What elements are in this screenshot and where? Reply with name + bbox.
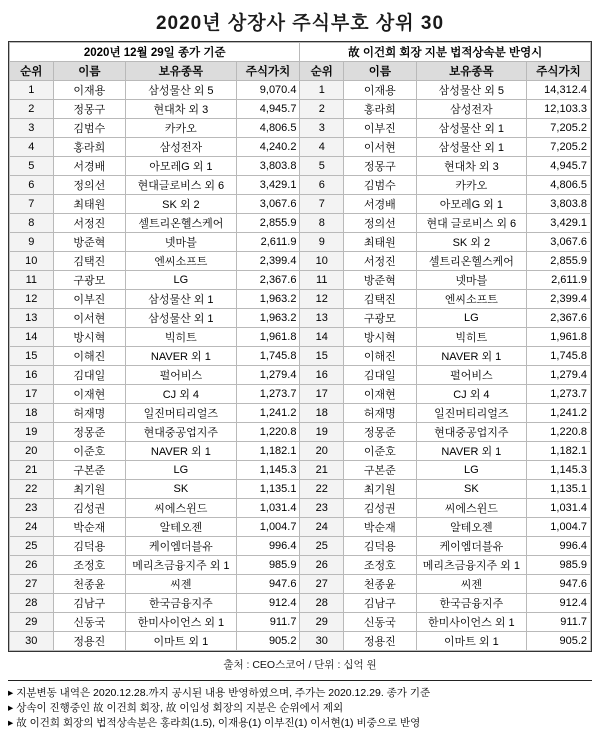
right-person-name-cell: 이서현 xyxy=(344,138,417,157)
right-stock-value-cell: 905.2 xyxy=(527,632,591,651)
left-person-name-cell: 김범수 xyxy=(53,119,126,138)
table-row xyxy=(10,480,591,499)
right-holdings-cell: 엔씨소프트 xyxy=(416,290,526,309)
table-row xyxy=(10,537,591,556)
left-person-name-cell: 김대일 xyxy=(53,366,126,385)
left-holdings-cell: LG xyxy=(126,461,236,480)
col-header-rank-right: 순위 xyxy=(300,62,344,81)
left-person-name-cell: 최기원 xyxy=(53,480,126,499)
left-stock-value-cell: 4,806.5 xyxy=(236,119,300,138)
left-person-name-cell: 방시혁 xyxy=(53,328,126,347)
col-header-stock-right: 보유종목 xyxy=(416,62,526,81)
left-holdings-cell: 삼성물산 외 1 xyxy=(126,290,236,309)
left-person-name-cell: 방준혁 xyxy=(53,233,126,252)
right-rank-cell: 8 xyxy=(300,214,344,233)
right-rank-cell: 23 xyxy=(300,499,344,518)
left-person-name-cell: 김성권 xyxy=(53,499,126,518)
right-person-name-cell: 김덕용 xyxy=(344,537,417,556)
right-person-name-cell: 방시혁 xyxy=(344,328,417,347)
right-stock-value-cell: 12,103.3 xyxy=(527,100,591,119)
table-row xyxy=(10,385,591,404)
table-row xyxy=(10,423,591,442)
right-rank-cell: 22 xyxy=(300,480,344,499)
right-stock-value-cell: 14,312.4 xyxy=(527,81,591,100)
right-holdings-cell: 씨젠 xyxy=(416,575,526,594)
right-holdings-cell: 한미사이언스 외 1 xyxy=(416,613,526,632)
left-holdings-cell: 삼성물산 외 1 xyxy=(126,309,236,328)
right-rank-cell: 7 xyxy=(300,195,344,214)
left-person-name-cell: 김덕용 xyxy=(53,537,126,556)
right-person-name-cell: 이재현 xyxy=(344,385,417,404)
left-stock-value-cell: 1,004.7 xyxy=(236,518,300,537)
right-stock-value-cell: 2,611.9 xyxy=(527,271,591,290)
left-person-name-cell: 정몽구 xyxy=(53,100,126,119)
right-holdings-cell: 아모레G 외 1 xyxy=(416,195,526,214)
right-person-name-cell: 허재명 xyxy=(344,404,417,423)
left-holdings-cell: 현대글로비스 외 6 xyxy=(126,176,236,195)
left-rank-cell: 17 xyxy=(10,385,54,404)
right-holdings-cell: 셀트리온헬스케어 xyxy=(416,252,526,271)
left-person-name-cell: 정용진 xyxy=(53,632,126,651)
left-holdings-cell: 메리츠금융지주 외 1 xyxy=(126,556,236,575)
left-holdings-cell: 한미사이언스 외 1 xyxy=(126,613,236,632)
right-stock-value-cell: 947.6 xyxy=(527,575,591,594)
right-person-name-cell: 김대일 xyxy=(344,366,417,385)
page-title: 2020년 상장사 주식부호 상위 30 xyxy=(155,13,445,34)
left-person-name-cell: 허재명 xyxy=(53,404,126,423)
left-rank-cell: 3 xyxy=(10,119,54,138)
table-row xyxy=(10,214,591,233)
right-person-name-cell: 홍라희 xyxy=(344,100,417,119)
left-rank-cell: 28 xyxy=(10,594,54,613)
right-person-name-cell: 신동국 xyxy=(344,613,417,632)
table-row xyxy=(10,176,591,195)
left-stock-value-cell: 2,855.9 xyxy=(236,214,300,233)
table-row xyxy=(10,252,591,271)
right-holdings-cell: LG xyxy=(416,461,526,480)
right-stock-value-cell: 1,273.7 xyxy=(527,385,591,404)
left-stock-value-cell: 1,963.2 xyxy=(236,290,300,309)
right-rank-cell: 12 xyxy=(300,290,344,309)
left-holdings-cell: NAVER 외 1 xyxy=(126,442,236,461)
left-holdings-cell: 한국금융지주 xyxy=(126,594,236,613)
right-holdings-cell: 씨에스윈드 xyxy=(416,499,526,518)
left-holdings-cell: 케이엠더블유 xyxy=(126,537,236,556)
footnote-3: ▸ 故 이건희 회장의 법적상속분은 홍라희(1.5), 이재용(1) 이부진(1) 이서현(1) 비중으로 반영 xyxy=(8,717,421,730)
table-row xyxy=(10,594,591,613)
left-holdings-cell: SK 외 2 xyxy=(126,195,236,214)
left-person-name-cell: 최태원 xyxy=(53,195,126,214)
left-rank-cell: 24 xyxy=(10,518,54,537)
right-holdings-cell: CJ 외 4 xyxy=(416,385,526,404)
left-rank-cell: 19 xyxy=(10,423,54,442)
left-rank-cell: 1 xyxy=(10,81,54,100)
left-holdings-cell: LG xyxy=(126,271,236,290)
right-stock-value-cell: 4,945.7 xyxy=(527,157,591,176)
left-stock-value-cell: 3,067.6 xyxy=(236,195,300,214)
left-stock-value-cell: 3,803.8 xyxy=(236,157,300,176)
right-holdings-cell: 삼성물산 외 1 xyxy=(416,119,526,138)
right-rank-cell: 11 xyxy=(300,271,344,290)
right-person-name-cell: 이해진 xyxy=(344,347,417,366)
right-rank-cell: 15 xyxy=(300,347,344,366)
right-holdings-cell: 현대중공업지주 xyxy=(416,423,526,442)
left-rank-cell: 11 xyxy=(10,271,54,290)
table-row xyxy=(10,556,591,575)
left-holdings-cell: 씨젠 xyxy=(126,575,236,594)
right-stock-value-cell: 1,279.4 xyxy=(527,366,591,385)
left-stock-value-cell: 1,273.7 xyxy=(236,385,300,404)
left-person-name-cell: 천종윤 xyxy=(53,575,126,594)
table-row xyxy=(10,100,591,119)
right-person-name-cell: 천종윤 xyxy=(344,575,417,594)
right-stock-value-cell: 2,855.9 xyxy=(527,252,591,271)
right-person-name-cell: 이준호 xyxy=(344,442,417,461)
left-stock-value-cell: 1,182.1 xyxy=(236,442,300,461)
left-stock-value-cell: 905.2 xyxy=(236,632,300,651)
right-stock-value-cell: 1,961.8 xyxy=(527,328,591,347)
right-stock-value-cell: 996.4 xyxy=(527,537,591,556)
left-rank-cell: 15 xyxy=(10,347,54,366)
right-stock-value-cell: 1,745.8 xyxy=(527,347,591,366)
table-row xyxy=(10,157,591,176)
left-person-name-cell: 홍라희 xyxy=(53,138,126,157)
footnote-2: ▸ 상속이 진행중인 故 이건희 회장, 故 이임성 회장의 지분은 순위에서 제외 xyxy=(8,702,344,715)
left-holdings-cell: 셀트리온헬스케어 xyxy=(126,214,236,233)
left-person-name-cell: 이해진 xyxy=(53,347,126,366)
col-header-value-right: 주식가치 xyxy=(527,62,591,81)
right-person-name-cell: 조정호 xyxy=(344,556,417,575)
right-rank-cell: 13 xyxy=(300,309,344,328)
left-stock-value-cell: 2,367.6 xyxy=(236,271,300,290)
right-holdings-cell: 일진머티리얼즈 xyxy=(416,404,526,423)
right-holdings-cell: 이마트 외 1 xyxy=(416,632,526,651)
left-holdings-cell: 현대중공업지주 xyxy=(126,423,236,442)
left-holdings-cell: 펄어비스 xyxy=(126,366,236,385)
right-rank-cell: 27 xyxy=(300,575,344,594)
table-row xyxy=(10,442,591,461)
left-person-name-cell: 김남구 xyxy=(53,594,126,613)
left-holdings-cell: 넷마블 xyxy=(126,233,236,252)
left-stock-value-cell: 1,279.4 xyxy=(236,366,300,385)
right-holdings-cell: 현대차 외 3 xyxy=(416,157,526,176)
right-stock-value-cell: 985.9 xyxy=(527,556,591,575)
right-rank-cell: 10 xyxy=(300,252,344,271)
left-holdings-cell: 아모레G 외 1 xyxy=(126,157,236,176)
left-stock-value-cell: 1,220.8 xyxy=(236,423,300,442)
right-person-name-cell: 최태원 xyxy=(344,233,417,252)
right-stock-value-cell: 3,429.1 xyxy=(527,214,591,233)
left-holdings-cell: CJ 외 4 xyxy=(126,385,236,404)
left-stock-value-cell: 2,611.9 xyxy=(236,233,300,252)
left-stock-value-cell: 4,240.2 xyxy=(236,138,300,157)
right-rank-cell: 25 xyxy=(300,537,344,556)
left-rank-cell: 30 xyxy=(10,632,54,651)
table-row xyxy=(10,366,591,385)
table-row xyxy=(10,632,591,651)
left-person-name-cell: 서정진 xyxy=(53,214,126,233)
left-rank-cell: 23 xyxy=(10,499,54,518)
left-rank-cell: 18 xyxy=(10,404,54,423)
table-row xyxy=(10,613,591,632)
left-rank-cell: 26 xyxy=(10,556,54,575)
right-person-name-cell: 최기원 xyxy=(344,480,417,499)
left-rank-cell: 9 xyxy=(10,233,54,252)
right-holdings-cell: NAVER 외 1 xyxy=(416,347,526,366)
right-stock-value-cell: 1,145.3 xyxy=(527,461,591,480)
col-header-value-left: 주식가치 xyxy=(236,62,300,81)
table-column-header-row xyxy=(10,62,591,81)
col-header-name-right: 이름 xyxy=(344,62,417,81)
right-person-name-cell: 김택진 xyxy=(344,290,417,309)
right-rank-cell: 24 xyxy=(300,518,344,537)
left-rank-cell: 20 xyxy=(10,442,54,461)
table-row xyxy=(10,404,591,423)
left-person-name-cell: 이부진 xyxy=(53,290,126,309)
right-holdings-cell: 알테오젠 xyxy=(416,518,526,537)
right-person-name-cell: 서경배 xyxy=(344,195,417,214)
right-period-label: 故 이건희 회장 지분 법적상속분 반영시 xyxy=(300,43,591,62)
table-row xyxy=(10,195,591,214)
table-row xyxy=(10,81,591,100)
right-person-name-cell: 이재용 xyxy=(344,81,417,100)
right-stock-value-cell: 3,067.6 xyxy=(527,233,591,252)
right-stock-value-cell: 1,182.1 xyxy=(527,442,591,461)
right-rank-cell: 18 xyxy=(300,404,344,423)
right-holdings-cell: 한국금융지주 xyxy=(416,594,526,613)
right-person-name-cell: 정몽구 xyxy=(344,157,417,176)
left-stock-value-cell: 911.7 xyxy=(236,613,300,632)
table-row xyxy=(10,138,591,157)
right-person-name-cell: 김남구 xyxy=(344,594,417,613)
right-rank-cell: 19 xyxy=(300,423,344,442)
left-person-name-cell: 이준호 xyxy=(53,442,126,461)
left-holdings-cell: 현대차 외 3 xyxy=(126,100,236,119)
left-rank-cell: 16 xyxy=(10,366,54,385)
left-rank-cell: 13 xyxy=(10,309,54,328)
right-stock-value-cell: 1,135.1 xyxy=(527,480,591,499)
right-stock-value-cell: 1,220.8 xyxy=(527,423,591,442)
ranking-table-body xyxy=(10,81,591,651)
left-rank-cell: 6 xyxy=(10,176,54,195)
right-stock-value-cell: 1,004.7 xyxy=(527,518,591,537)
footnote-1: ▸ 지분변동 내역은 2020.12.28.까지 공시된 내용 반영하였으며, 주가는 2020.12.29. 종가 기준 xyxy=(8,687,431,699)
left-stock-value-cell: 3,429.1 xyxy=(236,176,300,195)
right-rank-cell: 17 xyxy=(300,385,344,404)
left-stock-value-cell: 1,963.2 xyxy=(236,309,300,328)
left-rank-cell: 5 xyxy=(10,157,54,176)
left-stock-value-cell: 1,745.8 xyxy=(236,347,300,366)
right-holdings-cell: NAVER 외 1 xyxy=(416,442,526,461)
right-stock-value-cell: 3,803.8 xyxy=(527,195,591,214)
right-rank-cell: 5 xyxy=(300,157,344,176)
right-holdings-cell: LG xyxy=(416,309,526,328)
left-stock-value-cell: 996.4 xyxy=(236,537,300,556)
left-person-name-cell: 구본준 xyxy=(53,461,126,480)
left-holdings-cell: 알테오젠 xyxy=(126,518,236,537)
right-person-name-cell: 구본준 xyxy=(344,461,417,480)
right-rank-cell: 2 xyxy=(300,100,344,119)
table-row xyxy=(10,518,591,537)
left-holdings-cell: 씨에스윈드 xyxy=(126,499,236,518)
right-rank-cell: 16 xyxy=(300,366,344,385)
left-rank-cell: 8 xyxy=(10,214,54,233)
left-holdings-cell: 삼성물산 외 5 xyxy=(126,81,236,100)
left-person-name-cell: 이재용 xyxy=(53,81,126,100)
left-holdings-cell: 이마트 외 1 xyxy=(126,632,236,651)
left-rank-cell: 10 xyxy=(10,252,54,271)
right-person-name-cell: 정몽준 xyxy=(344,423,417,442)
left-period-label: 2020년 12월 29일 종가 기준 xyxy=(10,43,300,62)
left-stock-value-cell: 1,241.2 xyxy=(236,404,300,423)
left-rank-cell: 7 xyxy=(10,195,54,214)
table-row xyxy=(10,233,591,252)
ranking-table-container xyxy=(8,41,592,652)
table-row xyxy=(10,347,591,366)
right-holdings-cell: 삼성물산 외 1 xyxy=(416,138,526,157)
right-stock-value-cell: 912.4 xyxy=(527,594,591,613)
right-rank-cell: 14 xyxy=(300,328,344,347)
left-stock-value-cell: 1,135.1 xyxy=(236,480,300,499)
left-rank-cell: 14 xyxy=(10,328,54,347)
right-rank-cell: 29 xyxy=(300,613,344,632)
left-person-name-cell: 박순재 xyxy=(53,518,126,537)
table-row xyxy=(10,575,591,594)
table-row xyxy=(10,290,591,309)
right-person-name-cell: 정의선 xyxy=(344,214,417,233)
left-person-name-cell: 조정호 xyxy=(53,556,126,575)
left-holdings-cell: 엔씨소프트 xyxy=(126,252,236,271)
right-person-name-cell: 방준혁 xyxy=(344,271,417,290)
left-rank-cell: 2 xyxy=(10,100,54,119)
left-person-name-cell: 정의선 xyxy=(53,176,126,195)
right-rank-cell: 9 xyxy=(300,233,344,252)
left-stock-value-cell: 1,031.4 xyxy=(236,499,300,518)
right-person-name-cell: 김범수 xyxy=(344,176,417,195)
right-rank-cell: 3 xyxy=(300,119,344,138)
left-person-name-cell: 구광모 xyxy=(53,271,126,290)
left-holdings-cell: NAVER 외 1 xyxy=(126,347,236,366)
right-holdings-cell: 펄어비스 xyxy=(416,366,526,385)
left-rank-cell: 4 xyxy=(10,138,54,157)
right-holdings-cell: 현대 글로비스 외 6 xyxy=(416,214,526,233)
right-rank-cell: 6 xyxy=(300,176,344,195)
right-stock-value-cell: 1,031.4 xyxy=(527,499,591,518)
ranking-table xyxy=(9,42,591,651)
left-holdings-cell: SK xyxy=(126,480,236,499)
left-holdings-cell: 일진머티리얼즈 xyxy=(126,404,236,423)
left-stock-value-cell: 1,145.3 xyxy=(236,461,300,480)
table-row xyxy=(10,461,591,480)
left-holdings-cell: 삼성전자 xyxy=(126,138,236,157)
table-row xyxy=(10,119,591,138)
left-stock-value-cell: 4,945.7 xyxy=(236,100,300,119)
right-stock-value-cell: 2,367.6 xyxy=(527,309,591,328)
right-person-name-cell: 이부진 xyxy=(344,119,417,138)
right-stock-value-cell: 911.7 xyxy=(527,613,591,632)
left-stock-value-cell: 9,070.4 xyxy=(236,81,300,100)
right-holdings-cell: 메리츠금융지주 외 1 xyxy=(416,556,526,575)
table-row xyxy=(10,309,591,328)
right-holdings-cell: 삼성물산 외 5 xyxy=(416,81,526,100)
left-holdings-cell: 카카오 xyxy=(126,119,236,138)
left-rank-cell: 12 xyxy=(10,290,54,309)
col-header-name-left: 이름 xyxy=(53,62,126,81)
right-holdings-cell: 카카오 xyxy=(416,176,526,195)
left-rank-cell: 22 xyxy=(10,480,54,499)
left-stock-value-cell: 2,399.4 xyxy=(236,252,300,271)
left-rank-cell: 21 xyxy=(10,461,54,480)
left-stock-value-cell: 1,961.8 xyxy=(236,328,300,347)
col-header-rank-left: 순위 xyxy=(10,62,54,81)
left-person-name-cell: 김택진 xyxy=(53,252,126,271)
left-person-name-cell: 신동국 xyxy=(53,613,126,632)
right-person-name-cell: 정용진 xyxy=(344,632,417,651)
table-row xyxy=(10,271,591,290)
left-rank-cell: 27 xyxy=(10,575,54,594)
right-holdings-cell: 빅히트 xyxy=(416,328,526,347)
right-rank-cell: 30 xyxy=(300,632,344,651)
right-person-name-cell: 박순재 xyxy=(344,518,417,537)
right-rank-cell: 1 xyxy=(300,81,344,100)
left-person-name-cell: 이서현 xyxy=(53,309,126,328)
left-holdings-cell: 빅히트 xyxy=(126,328,236,347)
right-person-name-cell: 구광모 xyxy=(344,309,417,328)
left-stock-value-cell: 947.6 xyxy=(236,575,300,594)
table-row xyxy=(10,328,591,347)
right-holdings-cell: 삼성전자 xyxy=(416,100,526,119)
left-stock-value-cell: 985.9 xyxy=(236,556,300,575)
left-rank-cell: 29 xyxy=(10,613,54,632)
right-person-name-cell: 서정진 xyxy=(344,252,417,271)
left-person-name-cell: 이재현 xyxy=(53,385,126,404)
right-person-name-cell: 김성권 xyxy=(344,499,417,518)
col-header-stock-left: 보유종목 xyxy=(126,62,236,81)
right-stock-value-cell: 2,399.4 xyxy=(527,290,591,309)
right-stock-value-cell: 7,205.2 xyxy=(527,138,591,157)
left-person-name-cell: 서경배 xyxy=(53,157,126,176)
source-note: 출처 : CEO스코어 / 단위 : 십억 원 xyxy=(223,659,377,671)
right-holdings-cell: 넷마블 xyxy=(416,271,526,290)
footnotes xyxy=(8,680,592,732)
right-stock-value-cell: 4,806.5 xyxy=(527,176,591,195)
right-rank-cell: 28 xyxy=(300,594,344,613)
right-stock-value-cell: 7,205.2 xyxy=(527,119,591,138)
right-rank-cell: 21 xyxy=(300,461,344,480)
right-rank-cell: 20 xyxy=(300,442,344,461)
left-rank-cell: 25 xyxy=(10,537,54,556)
left-stock-value-cell: 912.4 xyxy=(236,594,300,613)
right-holdings-cell: SK 외 2 xyxy=(416,233,526,252)
table-date-header-row xyxy=(10,43,591,62)
right-holdings-cell: 케이엠더블유 xyxy=(416,537,526,556)
table-row xyxy=(10,499,591,518)
right-holdings-cell: SK xyxy=(416,480,526,499)
right-stock-value-cell: 1,241.2 xyxy=(527,404,591,423)
right-rank-cell: 4 xyxy=(300,138,344,157)
right-rank-cell: 26 xyxy=(300,556,344,575)
left-person-name-cell: 정몽준 xyxy=(53,423,126,442)
